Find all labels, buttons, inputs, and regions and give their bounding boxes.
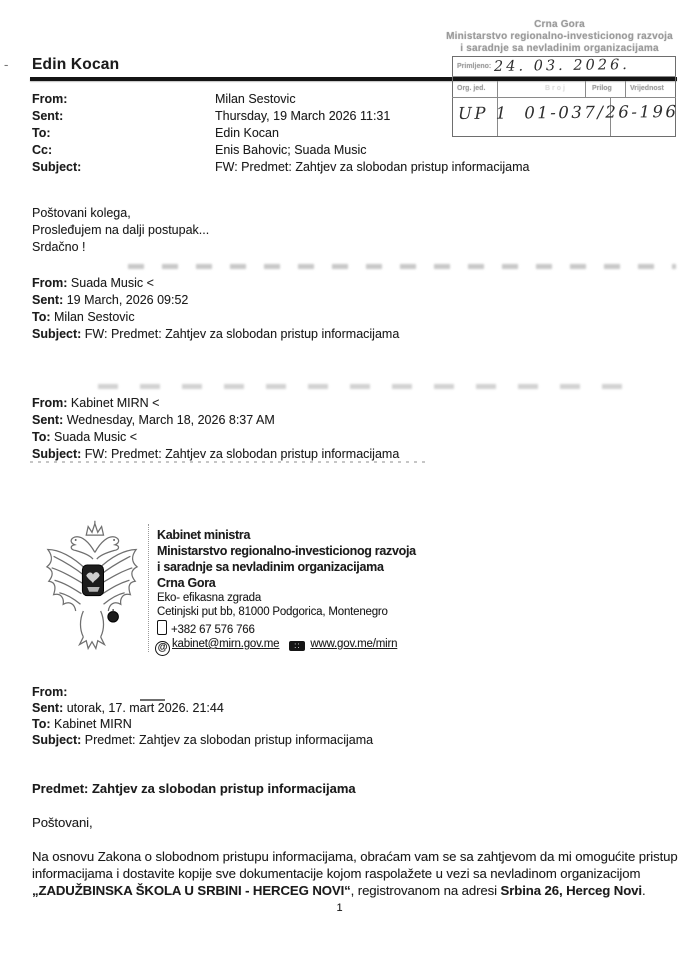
sent-label: Sent:: [32, 293, 64, 307]
to-label: To:: [32, 310, 51, 324]
signature-ministry-line1: Ministarstvo regionalno-investicionog razvoja: [157, 544, 416, 558]
to-value: Suada Music <: [54, 430, 138, 444]
to-label: To:: [32, 717, 51, 731]
signature-divider: [148, 524, 149, 652]
sent-value: Wednesday, March 18, 2026 8:37 AM: [66, 413, 275, 427]
to-value: Milan Sestovic: [54, 310, 135, 324]
signature-address: Cetinjski put bb, 81000 Podgorica, Montenegro: [157, 606, 388, 618]
closing-line: Srdačno !: [32, 240, 86, 254]
subject-label: Subject:: [32, 733, 82, 747]
stamp-ministry-line1: Ministarstvo regionalno-investicionog razvoja: [446, 31, 673, 42]
subject-label: Subject:: [32, 447, 82, 461]
to-label: To:: [32, 126, 51, 140]
to-value: Kabinet MIRN: [54, 717, 132, 731]
to-value: Edin Kocan: [215, 126, 279, 140]
stamp-case-number-handwritten: UP 1 01-037/26-196: [457, 102, 679, 123]
request-greeting: Poštovani,: [32, 815, 93, 830]
stamp-col-prilog: Prilog: [592, 85, 612, 92]
sent-value: Thursday, 19 March 2026 11:31: [215, 109, 391, 123]
request-paragraph-line1: Na osnovu Zakona o slobodnom pristupu informacijama, obraćam vam se sa zahtjevom da mi omogućite pristup: [32, 849, 678, 864]
page-number: 1: [336, 902, 343, 914]
subject-value: FW: Predmet: Zahtjev za slobodan pristup informacijama: [84, 447, 400, 461]
stamp-col-vrijednost: Vrijednost: [630, 85, 664, 92]
greeting-line: Poštovani kolega,: [32, 206, 131, 220]
cc-label: Cc:: [32, 143, 53, 157]
request-paragraph-line2: informacijama i dostavite kopije sve dokumentacije kojom raspolažete u vezi sa nevladinom organizacijom: [32, 866, 641, 881]
to-label: To:: [32, 430, 51, 444]
from-value: Milan Sestovic: [215, 92, 296, 106]
sent-value: utorak, 17. mart 2026. 21:44: [66, 701, 224, 715]
subject-value: Predmet: Zahtjev za slobodan pristup informacijama: [84, 733, 374, 747]
signature-website-link: www.gov.me/mirn: [310, 638, 398, 650]
stamp-received-date-handwritten: 24. 03. 2026.: [493, 57, 630, 75]
scan-artifact-band: [30, 461, 430, 463]
signature-country: Crna Gora: [157, 576, 216, 590]
from-label: From:: [32, 276, 68, 290]
globe-icon: ::: [289, 641, 305, 651]
request-paragraph-line3: „ZADUŽBINSKA ŠKOLA U SRBINI - HERCEG NOVI“, registrovanom na adresi Srbina 26, Herceg Novi.: [32, 883, 646, 898]
request-subject-line: Predmet: Zahtjev za slobodan pristup informacijama: [32, 781, 356, 796]
sent-label: Sent:: [32, 109, 64, 123]
subject-value: FW: Predmet: Zahtjev za slobodan pristup informacijama: [215, 160, 530, 174]
sent-label: Sent:: [32, 413, 64, 427]
recipient-name-heading: Edin Kocan: [32, 56, 120, 73]
from-label: From:: [32, 92, 68, 106]
organization-name: „ZADUŽBINSKA ŠKOLA U SRBINI - HERCEG NOVI“: [32, 883, 351, 898]
subject-label: Subject:: [32, 160, 82, 174]
from-value: Suada Music <: [70, 276, 154, 290]
stamp-ministry-line2: i saradnje sa nevladinim organizacijama: [460, 43, 659, 54]
signature-office: Kabinet ministra: [157, 528, 251, 542]
stamp-col-org: Org. jed.: [457, 85, 486, 92]
signature-building: Eko- efikasna zgrada: [157, 592, 262, 604]
signature-phone: +382 67 576 766: [171, 624, 255, 636]
scan-artifact-band: [98, 384, 643, 389]
email-icon: @: [155, 641, 170, 656]
phone-icon: [157, 620, 167, 635]
stamp-col-broj: Broj: [545, 85, 567, 92]
cc-value: Enis Bahovic; Suada Music: [215, 143, 367, 157]
from-label: From:: [32, 685, 68, 699]
stamp-country: Crna Gora: [534, 19, 585, 30]
stamp-received-label: Primljeno:: [457, 63, 492, 70]
from-label: From:: [32, 396, 68, 410]
body-line: Prosleđujem na dalji postupak...: [32, 223, 210, 237]
subject-label: Subject:: [32, 327, 82, 341]
montenegro-coat-of-arms: [44, 519, 140, 655]
signature-ministry-line2: i saradnje sa nevladinim organizacijama: [157, 560, 384, 574]
sent-label: Sent:: [32, 701, 64, 715]
scan-artifact-band: [128, 264, 676, 269]
organization-address: Srbina 26, Herceg Novi: [500, 883, 642, 898]
subject-value: FW: Predmet: Zahtjev za slobodan pristup informacijama: [84, 327, 400, 341]
margin-mark: -: [4, 57, 9, 72]
from-value: Kabinet MIRN <: [70, 396, 160, 410]
stamp-grid-line: [452, 76, 676, 77]
sent-value: 19 March, 2026 09:52: [66, 293, 189, 307]
signature-email-link: kabinet@mirn.gov.me: [172, 638, 280, 650]
